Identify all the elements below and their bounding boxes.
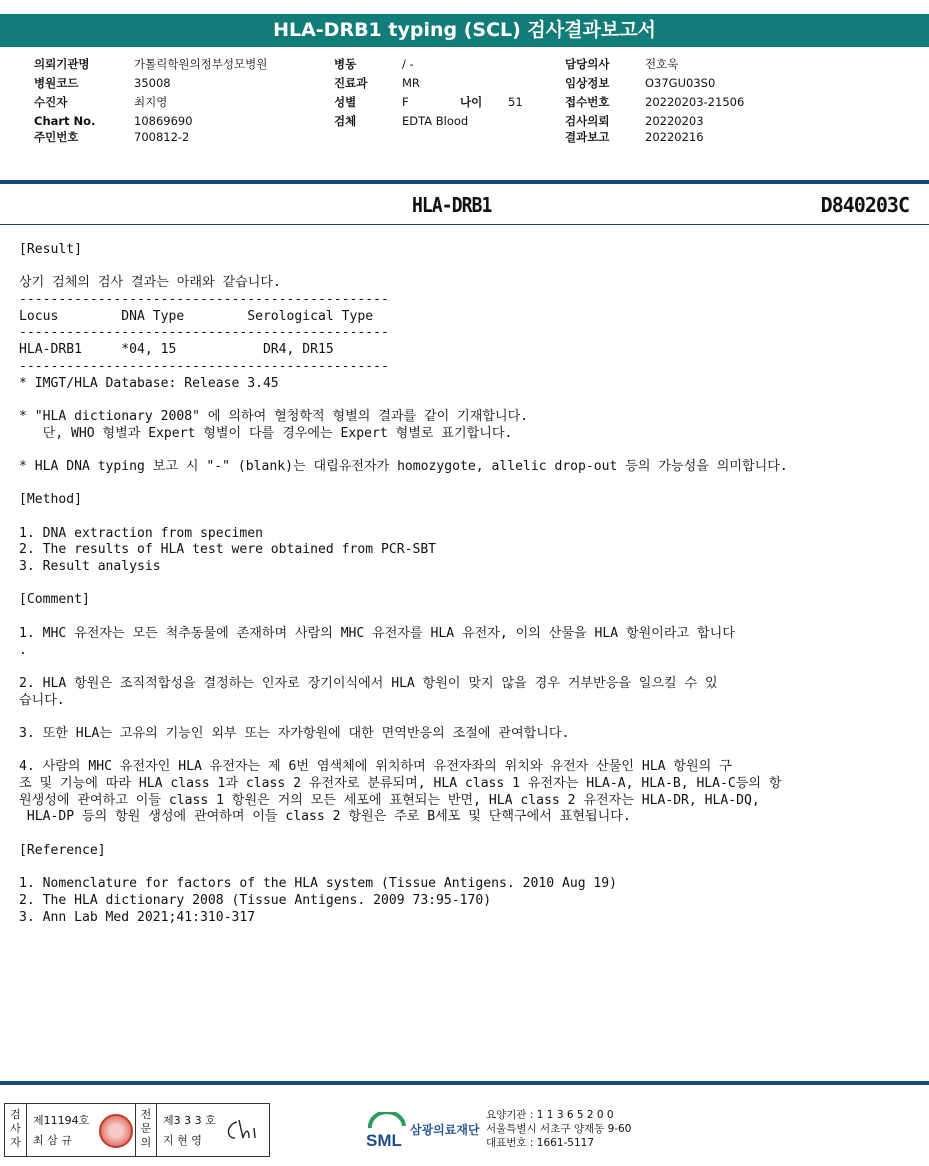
report-line: 단, WHO 형별과 Expert 형별이 다를 경우에는 Expert 형별로 표기합니다. — [19, 425, 513, 441]
report-line: ----------------------------------------------- — [19, 325, 389, 341]
report-line: 상기 검체의 검사 결과는 아래와 같습니다. — [19, 275, 281, 291]
info-row — [565, 74, 744, 93]
info-row — [334, 55, 523, 74]
age-label: 나이 — [460, 95, 483, 109]
report-line: * "HLA dictionary 2008" 에 의하여 혈청학적 형별의 결과를 같이 기재합니다. — [19, 408, 529, 424]
info-value: 최지영 — [134, 95, 168, 109]
info-value: 20220216 — [645, 130, 704, 144]
info-row — [34, 74, 267, 93]
org-address — [486, 1108, 631, 1150]
report-line: HLA-DRB1 *04, 15 DR4, DR15 — [19, 342, 334, 358]
info-label: 검체 — [334, 114, 357, 128]
report-line — [19, 259, 911, 276]
info-value: MR — [402, 76, 420, 90]
report-line: 3. 또한 HLA는 고유의 기능인 외부 또는 자가항원에 대한 면역반응의 조절에 관여합니다. — [19, 725, 570, 741]
info-label: 임상정보 — [565, 76, 610, 90]
info-row — [34, 93, 267, 112]
info-value: EDTA Blood — [402, 114, 469, 128]
report-line: ----------------------------------------------- — [19, 292, 389, 308]
report-line: ----------------------------------------------- — [19, 358, 389, 374]
signature-mark — [223, 1116, 263, 1144]
info-row — [565, 93, 744, 112]
org-code: 요양기관 : 1 1 3 6 5 2 0 0 — [486, 1109, 614, 1121]
info-value: 가톨릭학원의정부성모병원 — [134, 57, 268, 71]
info-col-2 — [334, 55, 523, 131]
info-label: 담당의사 — [565, 57, 610, 71]
info-row — [334, 112, 523, 131]
info-row — [565, 55, 744, 74]
info-row — [34, 55, 267, 74]
info-value: 10869690 — [134, 114, 193, 128]
report-line — [19, 392, 911, 409]
report-line: 원생성에 관여하고 이들 class 1 항원은 거의 모든 세포에 표현되는 반면, HLA class 2 유전자는 HLA-DR, HLA-DQ, — [19, 792, 760, 808]
examiner-label: 검사자 — [5, 1104, 27, 1156]
info-label: 진료과 — [334, 76, 368, 90]
report-line: 3. Ann Lab Med 2021;41:310-317 — [19, 909, 256, 925]
report-line — [19, 509, 911, 526]
info-col-1 — [34, 55, 267, 147]
report-line: 4. 사람의 MHC 유전자인 HLA 유전자는 제 6번 염색체에 위치하며 유전자좌의 위치와 유전자 산물인 HLA 항원의 구 — [19, 759, 732, 775]
signature-box — [4, 1103, 270, 1157]
report-line: 1. DNA extraction from specimen — [19, 525, 263, 541]
info-label: 수진자 — [34, 95, 68, 109]
specialist-name: 지 현 영 — [163, 1134, 202, 1147]
info-label: 결과보고 — [565, 130, 610, 144]
report-line: [Comment] — [19, 592, 90, 608]
seal-stamp — [99, 1114, 133, 1148]
info-value: 700812-2 — [134, 130, 190, 144]
specialist-label: 전문의 — [135, 1104, 157, 1156]
info-label: 병원코드 — [34, 76, 79, 90]
logo-text: SML — [366, 1131, 402, 1150]
info-label: 검사의뢰 — [565, 114, 610, 128]
divider — [0, 180, 929, 184]
report-line — [19, 659, 911, 676]
info-label: 성별 — [334, 95, 357, 109]
report-line: * IMGT/HLA Database: Release 3.45 — [19, 375, 279, 391]
report-line: Locus DNA Type Serological Type — [19, 308, 374, 324]
report-line: HLA-DP 등의 항원 생성에 관여하며 이들 class 2 항원은 주로 B세포 및 단핵구에서 표현됩니다. — [19, 809, 631, 825]
report-line: 2. The results of HLA test were obtained from PCR-SBT — [19, 542, 437, 558]
info-label: 주민번호 — [34, 130, 79, 144]
report-line: 2. The HLA dictionary 2008 (Tissue Antigens. 2009 73:95-170) — [19, 892, 492, 908]
report-line: 1. MHC 유전자는 모든 척추동물에 존재하며 사람의 MHC 유전자를 HLA 유전자, 이의 산물을 HLA 항원이라고 합니다 — [19, 625, 735, 641]
info-label: 의뢰기관명 — [34, 57, 90, 71]
report-line: * HLA DNA typing 보고 시 "-" (blank)는 대립유전자가 homozygote, allelic drop-out 등의 가능성을 의미합니다. — [19, 458, 788, 474]
report-line — [19, 859, 911, 876]
info-row — [565, 128, 744, 147]
info-col-3 — [565, 55, 744, 147]
report-line — [19, 709, 911, 726]
report-line: [Result] — [19, 242, 82, 257]
org-phone: 대표번호 : 1661-5117 — [486, 1137, 595, 1149]
report-line — [19, 576, 911, 593]
report-line: 3. Result analysis — [19, 559, 161, 575]
report-line — [19, 442, 911, 459]
test-code: D840203C — [820, 193, 909, 217]
examiner-name: 최 삼 규 — [33, 1134, 72, 1147]
info-value: 20220203 — [645, 114, 704, 128]
info-value: / - — [402, 57, 414, 71]
info-label: 접수번호 — [565, 95, 610, 109]
report-title: HLA-DRB1 typing (SCL) 검사결과보고서 — [0, 14, 929, 47]
report-line: 1. Nomenclature for factors of the HLA system (Tissue Antigens. 2010 Aug 19) — [19, 876, 618, 892]
report-line — [19, 826, 911, 843]
info-value: O37GU03S0 — [645, 76, 716, 90]
info-row — [34, 128, 267, 147]
sml-logo-icon — [366, 1112, 408, 1150]
info-row — [334, 74, 523, 93]
info-label: 병동 — [334, 57, 357, 71]
report-line: 2. HLA 항원은 조직적합성을 결정하는 인자로 장기이식에서 HLA 항원이 맞지 않을 경우 거부반응을 일으킬 수 있 — [19, 675, 718, 691]
report-line: 습니다. — [19, 692, 65, 708]
info-row — [334, 93, 523, 112]
report-line: . — [19, 642, 27, 658]
test-name: HLA-DRB1 — [412, 193, 492, 217]
org-street: 서울특별시 서초구 양재동 9-60 — [486, 1123, 632, 1135]
report-line: [Reference] — [19, 842, 106, 858]
report-line — [19, 743, 911, 760]
report-line: 조 및 기능에 따라 HLA class 1과 class 2 유전자로 분류되며, HLA class 1 유전자는 HLA-A, HLA-B, HLA-C등의 항 — [19, 776, 782, 791]
divider — [0, 224, 929, 225]
examiner-license: 제11194호 — [33, 1114, 90, 1127]
report-line — [19, 609, 911, 626]
report-line: [Method] — [19, 492, 82, 508]
age-value: 51 — [508, 95, 523, 109]
info-value: 20220203-21506 — [645, 95, 745, 109]
divider — [0, 1081, 929, 1085]
org-name: 삼광의료재단 — [410, 1123, 480, 1137]
info-value: F — [402, 95, 409, 109]
info-label: Chart No. — [34, 114, 96, 128]
report-body — [19, 242, 919, 926]
report-line — [19, 476, 911, 493]
info-value: 전호욱 — [645, 57, 679, 71]
specialist-license: 제3 3 3 호 — [163, 1114, 216, 1127]
info-value: 35008 — [134, 76, 171, 90]
